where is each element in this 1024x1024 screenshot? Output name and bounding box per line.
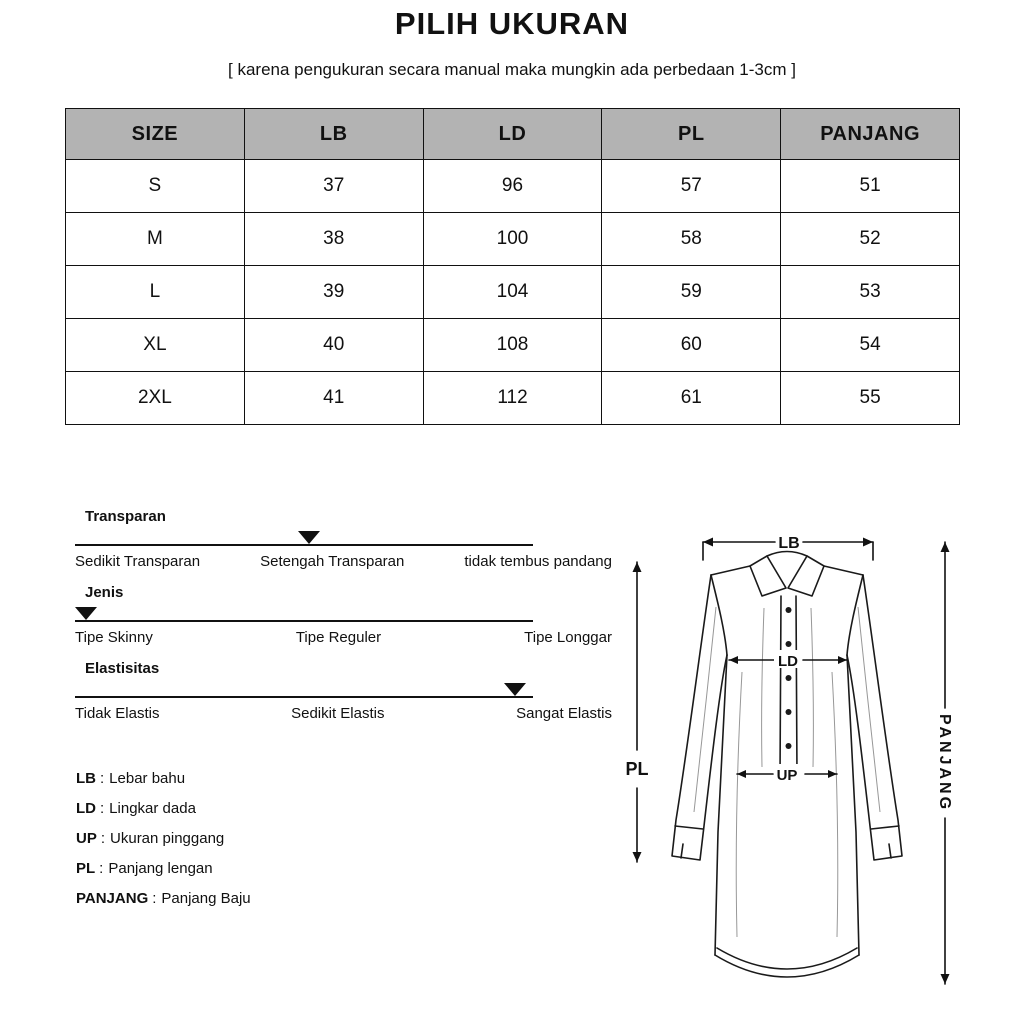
header-row: [66, 109, 960, 160]
shirt-buttons: [786, 607, 792, 749]
cell: S: [66, 160, 245, 213]
scale-elastisitas: [75, 660, 612, 722]
pl-label: PL: [625, 759, 649, 779]
column-header-lb: LB: [244, 109, 423, 160]
cell: 59: [602, 266, 781, 319]
scale-option: Sangat Elastis: [516, 705, 612, 722]
cell: 51: [781, 160, 960, 213]
lb-label: LB: [778, 535, 800, 552]
attribute-scales: [75, 508, 612, 736]
scale-track: [75, 604, 533, 622]
legend-desc: Lebar bahu: [109, 770, 186, 787]
cell: 40: [244, 319, 423, 372]
scale-transparan: [75, 508, 612, 570]
cell: 61: [602, 372, 781, 425]
column-header-pl: PL: [602, 109, 781, 160]
cell: 52: [781, 213, 960, 266]
legend-desc: Panjang Baju: [161, 890, 251, 907]
scale-option: Tipe Skinny: [75, 629, 153, 646]
legend-abbr: PANJANG: [76, 890, 149, 907]
legend-item: [76, 890, 251, 907]
measure-labels: [625, 535, 953, 812]
measurement-legend: [76, 770, 251, 920]
legend-item: [76, 770, 251, 787]
cell: 39: [244, 266, 423, 319]
cell: 2XL: [66, 372, 245, 425]
legend-item: [76, 800, 251, 817]
legend-abbr: UP: [76, 830, 97, 847]
scale-option: Sedikit Elastis: [291, 705, 385, 722]
legend-separator: :: [100, 800, 105, 817]
scale-options: [75, 629, 612, 646]
cell: XL: [66, 319, 245, 372]
table-row: [66, 213, 960, 266]
scale-track: [75, 680, 533, 698]
cell: 108: [423, 319, 602, 372]
cell: 54: [781, 319, 960, 372]
page-subtitle: [ karena pengukuran secara manual maka mungkin ada perbedaan 1-3cm ]: [228, 60, 796, 79]
scale-option: Tipe Longgar: [524, 629, 612, 646]
table-row: [66, 372, 960, 425]
cell: 53: [781, 266, 960, 319]
scale-option: tidak tembus pandang: [464, 553, 612, 570]
scale-marker: [298, 531, 320, 544]
legend-desc: Lingkar dada: [109, 800, 196, 817]
cell: 38: [244, 213, 423, 266]
scale-marker: [504, 683, 526, 696]
page-title: PILIH UKURAN: [394, 6, 630, 41]
legend-item: [76, 830, 251, 847]
legend-desc: Ukuran pinggang: [110, 830, 225, 847]
measurement-lines: [637, 542, 945, 984]
scale-label: Jenis: [85, 584, 124, 601]
legend-separator: :: [99, 860, 104, 877]
size-table-body: [66, 160, 960, 425]
table-row: [66, 319, 960, 372]
scale-options: [75, 705, 612, 722]
size-table: [65, 108, 960, 425]
shirt-measurement-diagram: [615, 512, 970, 1017]
up-label: UP: [776, 767, 798, 784]
cell: 57: [602, 160, 781, 213]
cell: 58: [602, 213, 781, 266]
cell: 100: [423, 213, 602, 266]
table-row: [66, 266, 960, 319]
cell: L: [66, 266, 245, 319]
column-header-panjang: PANJANG: [781, 109, 960, 160]
measure-arrowheads: [633, 538, 950, 985]
legend-separator: :: [152, 890, 157, 907]
column-header-size: SIZE: [66, 109, 245, 160]
shirt-line-art: [615, 512, 970, 1017]
scale-option: Tipe Reguler: [295, 629, 382, 646]
cell: 104: [423, 266, 602, 319]
size-table-header: [66, 109, 960, 160]
scale-label: Transparan: [85, 508, 166, 525]
cell: M: [66, 213, 245, 266]
legend-separator: :: [100, 770, 105, 787]
legend-separator: :: [100, 830, 106, 847]
scale-options: [75, 553, 612, 570]
cell: 55: [781, 372, 960, 425]
scale-option: Setengah Transparan: [260, 553, 405, 570]
cell: 96: [423, 160, 602, 213]
scale-option: Tidak Elastis: [75, 705, 160, 722]
scale-track: [75, 528, 533, 546]
cell: 41: [244, 372, 423, 425]
legend-abbr: LB: [76, 770, 96, 787]
scale-label: Elastisitas: [85, 660, 160, 677]
table-row: [66, 160, 960, 213]
cell: 60: [602, 319, 781, 372]
cell: 112: [423, 372, 602, 425]
legend-item: [76, 860, 251, 877]
cell: 37: [244, 160, 423, 213]
scale-jenis: [75, 584, 612, 646]
ld-label: LD: [778, 653, 798, 670]
panjang-label: PANJANG: [936, 713, 953, 813]
scale-option: Sedikit Transparan: [75, 553, 201, 570]
legend-desc: Panjang lengan: [108, 860, 213, 877]
legend-abbr: PL: [76, 860, 96, 877]
column-header-ld: LD: [423, 109, 602, 160]
legend-abbr: LD: [76, 800, 96, 817]
scale-marker: [75, 607, 97, 620]
